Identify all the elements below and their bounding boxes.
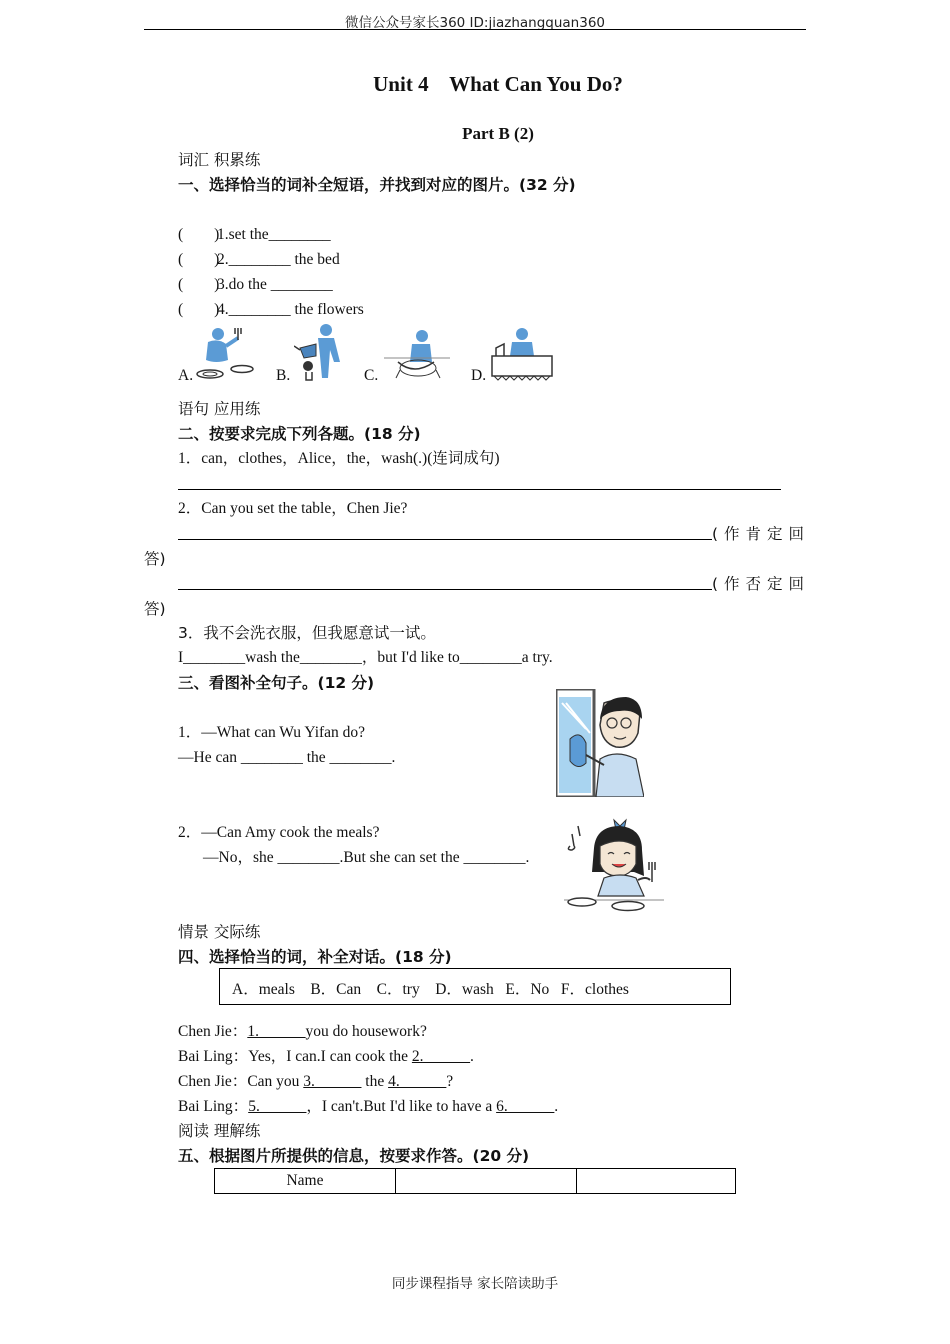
dialogue-text: .	[554, 1098, 559, 1115]
s3-q1-question: 1．—What can Wu Yifan do?	[178, 724, 366, 741]
blank-6[interactable]: 6.______	[496, 1098, 555, 1115]
section-2-title: 二、按要求完成下列各题。(18 分)	[178, 425, 421, 443]
q4-item: 4.________ the flowers	[217, 301, 364, 318]
blank-2[interactable]: 2.______	[411, 1048, 471, 1065]
s2-question-3-english: I________wash the________，but I'd like to________a try.	[178, 649, 553, 666]
s3-q1-answer: —He can ________ the ________.	[178, 749, 396, 766]
answer-line-2-yes[interactable]	[178, 539, 712, 540]
section-3-title: 三、看图补全句子。(12 分)	[178, 674, 375, 692]
make-bed-icon	[490, 326, 554, 382]
blank-1[interactable]: 1.______	[247, 1023, 306, 1040]
speaker: Chen Jie：	[178, 1023, 248, 1040]
answer-line-1[interactable]	[178, 489, 781, 490]
s2-question-3: 3．我不会洗衣服，但我愿意试一试。	[178, 624, 436, 642]
q4-paren[interactable]: ( )	[178, 301, 220, 318]
s2-no-hint: (作否定回	[712, 575, 811, 593]
q3-paren[interactable]: ( )	[178, 276, 220, 293]
picture-d-label: D.	[471, 367, 487, 384]
dialogue-line-4	[178, 1097, 558, 1117]
info-table	[214, 1168, 736, 1194]
dialogue-text: ?	[446, 1073, 454, 1090]
vocab-label: 词汇 积累练	[178, 151, 261, 169]
section-4-title: 四、选择恰当的词，补全对话。(18 分)	[178, 948, 452, 966]
table-row	[215, 1169, 736, 1194]
q1-item: 1.set the________	[217, 226, 331, 243]
blank-4[interactable]: 4.______	[388, 1073, 447, 1090]
s3-q2-question: 2．—Can Amy cook the meals?	[178, 824, 380, 841]
q1-paren[interactable]: ( )	[178, 226, 220, 243]
table-cell[interactable]	[396, 1169, 577, 1194]
q2-item: 2.________ the bed	[217, 251, 340, 268]
picture-b-label: B.	[276, 367, 291, 384]
reading-label: 阅读 理解练	[178, 1122, 261, 1140]
q3-item: 3.do the ________	[217, 276, 333, 293]
table-header-name: Name	[215, 1169, 396, 1194]
page-footer: 同步课程指导 家长陪读助手	[391, 1276, 559, 1292]
blank-3[interactable]: 3.______	[303, 1073, 362, 1090]
s3-q2-answer: —No，she ________.But she can set the ________.	[203, 849, 530, 866]
dialogue-text: the	[361, 1073, 389, 1090]
dialogue-text: Yes，I can.I can cook the	[248, 1048, 412, 1065]
speaker: Chen Jie：	[178, 1073, 248, 1090]
water-flowers-icon	[294, 322, 346, 382]
dialogue-text: .	[470, 1048, 474, 1065]
dialogue-text: you do housework?	[305, 1023, 427, 1040]
situation-label: 情景 交际练	[178, 923, 261, 941]
s2-yes-hint: (作肯定回	[712, 525, 811, 543]
sentence-label: 语句 应用练	[178, 400, 261, 418]
speaker: Bai Ling：	[178, 1098, 249, 1115]
section-5-title: 五、根据图片所提供的信息，按要求作答。(20 分)	[178, 1147, 530, 1165]
clean-window-icon	[556, 689, 644, 797]
set-table-plates-icon	[196, 324, 256, 380]
page-subtitle: Part B (2)	[462, 124, 534, 143]
page-header: 微信公众号家长360 ID:jiazhangquan360	[344, 15, 606, 31]
dialogue-text: ，I can't.But I'd like to have a	[306, 1098, 497, 1115]
do-dishes-icon	[384, 328, 450, 380]
speaker: Bai Ling：	[178, 1048, 249, 1065]
dialogue-text: Can you	[247, 1073, 304, 1090]
header-rule	[144, 29, 806, 30]
dialogue-line-1	[178, 1022, 427, 1042]
section-1-title: 一、选择恰当的词补全短语，并找到对应的图片。(32 分)	[178, 176, 576, 194]
word-bank-box	[219, 968, 731, 1005]
s2-answer-suffix-2: 答)	[144, 600, 166, 618]
s2-question-1: 1．can，clothes，Alice，the，wash(.)(连词成句)	[178, 450, 500, 467]
word-bank-options: A．meals B．Can C．try D．wash E．No F．clothes	[232, 981, 629, 998]
set-table-girl-icon	[564, 816, 664, 916]
dialogue-line-3	[178, 1072, 453, 1092]
answer-line-2-no[interactable]	[178, 589, 712, 590]
picture-a-label: A.	[178, 367, 194, 384]
dialogue-line-2	[178, 1047, 474, 1067]
picture-c-label: C.	[364, 367, 379, 384]
s2-question-2: 2．Can you set the table，Chen Jie?	[178, 500, 408, 517]
s2-answer-suffix-1: 答)	[144, 550, 166, 568]
q2-paren[interactable]: ( )	[178, 251, 220, 268]
blank-5[interactable]: 5.______	[248, 1098, 307, 1115]
table-cell[interactable]	[577, 1169, 736, 1194]
page-title: Unit 4 What Can You Do?	[373, 72, 623, 96]
